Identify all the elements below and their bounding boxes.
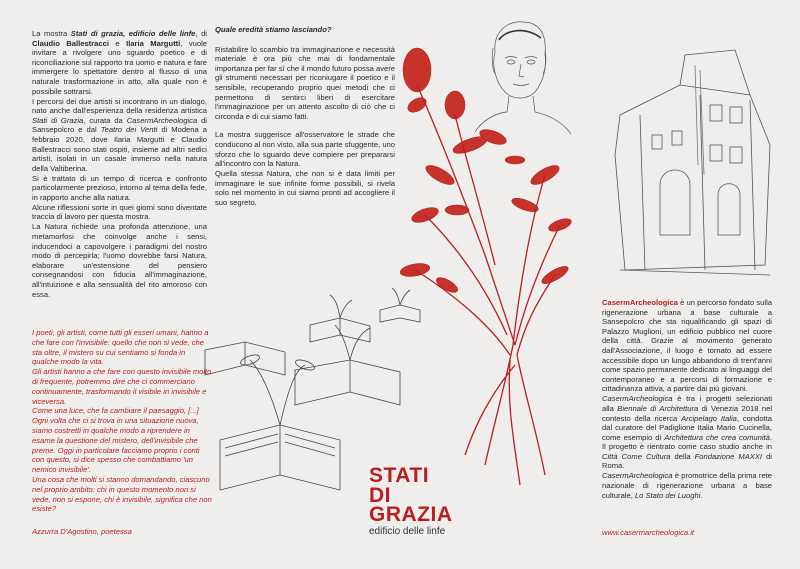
caserma-column (602, 298, 772, 501)
website-link[interactable]: www.casermarcheologica.it (602, 528, 695, 537)
legacy-paragraph-1: Ristabilire lo scambio tra immaginazione e necessità materiale è ora più che mai di fondamentale importanza per far sì che il mondo futuro possa avere gli strumenti necessari per riconiugare il poetico e il sensibile, recuperando proprio quei metodi che ci permettono di sentirci liberi di esercitare l'immaginazione per un attento ascolto di ciò che ci circonda e di cui siamo fatti. (215, 44, 395, 121)
poet-quote: I poeti, gli artisti, come tutti gli esseri umani, hanno a che fare con l'invisibile: quello che non si vede, che sta oltre, il mistero su cui sentiamo si fonda in qualche modo la vita. Gli artisti hanno a che fare con questo invisibile molto di frequente, potremmo dire che ci commerciano continuamente, trasformando il visibile in invisibile e viceversa. Come una luce, che fa cambiare il paesaggio, [...] Ogni volta che ci si trova in una situazione nuova, siamo costretti in qualche modo a riprendere in esame la questione del mistero, dell'invisibile che preme. Oggi in particolare facciamo proprio i conti con questo, si dice spesso che combattiamo 'un nemico invisibile'. Una cosa che molti si stanno domandando, ciascuno nel proprio ambito: chi in questo momento non si vede, non si espone, chi è invisibile, significa che non esiste? (32, 328, 212, 514)
caserma-paragraph-2: CasermArcheologica è tra i progetti selezionati alla Biennale di Architettura di Venezia 2018 nel contesto della ricerca Arcipelago Italia, condotta dal curatore del Padiglione Italia Mario Cucinella, come esempio di Architettura che crea comunità. Il progetto è rientrato come caso studio anche in Città Come Cultura della Fondazione MAXXI di Roma. (602, 394, 773, 471)
books-sketch (200, 280, 450, 510)
title-line-1: STATI (369, 464, 430, 487)
intro-paragraph-1: La mostra Stati di grazia, edificio delle linfe, di Claudio Ballestracci e Ilaria Margutti, vuole invitare a rivolgere uno sguardo poetico e di riconciliazione sul rapporto tra uomo e natura e fare immergere lo spettatore dentro al flusso di una naturale trasformazione in atto, alla quale non è possibile sottrarsi. (32, 29, 207, 96)
caserma-paragraph-1: CasermArcheologica è un percorso fondato sulla rigenerazione urbana a base culturale a Sansepolcro che sta riqualificando gli spazi di Palazzo Muglioni, un edificio pubblico nel cuore della città. Grazie al movimento generato dall'Associazione, il luogo è tornato ad essere accessibile dopo un lungo abbandono di trent'anni come spazio permanente dedicato ai linguaggi del contemporaneo e a percorsi di formazione e cittadinanza attiva, a partire dai più giovani. (602, 298, 772, 394)
quote-author: Azzurra D'Agostino, poetessa (32, 527, 132, 536)
exhibition-subtitle: edificio delle linfe (369, 526, 446, 537)
legacy-paragraph-3: Quella stessa Natura, che non si è data limiti per immaginare le sue infinite forme possibili, si rivela solo nel momento in cui siamo pronti ad accogliere il suo segreto. (215, 169, 395, 207)
intro-paragraph-5: La Natura richiede una profonda attenzione, una metamorfosi che coinvolge anche i sensi, inducendoci a capovolgere i paradigmi del nostro modo di percepirla; l'uomo dovrebbe farsi Natura, elaborare un'estensione del pensiero consegnandosi con fiducia all'immaginazione, all'intuizione e alla sensualità del rito amoroso con essa. (32, 222, 207, 299)
intro-paragraph-2: I percorsi dei due artisti si incontrano in un dialogo, nato anche dall'esperienza della residenza artistica Stati di Grazia, curata da CasermArcheologica di Sansepolcro e dal Teatro dei Venti di Modena a febbraio 2020, dove Ilaria Margutti e Claudio Ballestracci sono stati ospiti, insieme ad altri sedici artisti, isolati in un casale immerso nella natura della Valtiberina. (32, 96, 208, 173)
intro-column (32, 29, 207, 300)
intro-paragraph-4: Alcune riflessioni sorte in quei giorni sono diventate traccia di lavoro per questa mostra. (32, 202, 207, 222)
building-sketch (600, 35, 775, 285)
intro-paragraph-3: Si è trattato di un tempo di ricerca e confronto particolarmente prezioso, intorno al tema della fede, in rapporto anche alla natura. (32, 173, 207, 202)
title-line-3: GRAZIA (369, 503, 453, 526)
caserma-paragraph-3: CasermArcheologica è promotrice della prima rete nazionale di rigenerazione urbana a base culturale, Lo Stato dei Luoghi. (602, 471, 772, 500)
legacy-paragraph-2: La mostra suggerisce all'osservatore le strade che conducono al non visto, alla sua parte sfuggente, uno sforzo che lo sguardo deve compiere per prepararsi all'incontro con la Natura. (215, 130, 395, 169)
title-line-2: DI (369, 483, 391, 507)
legacy-question: Quale eredità stiamo lasciando? (215, 25, 332, 34)
legacy-column (215, 25, 395, 208)
